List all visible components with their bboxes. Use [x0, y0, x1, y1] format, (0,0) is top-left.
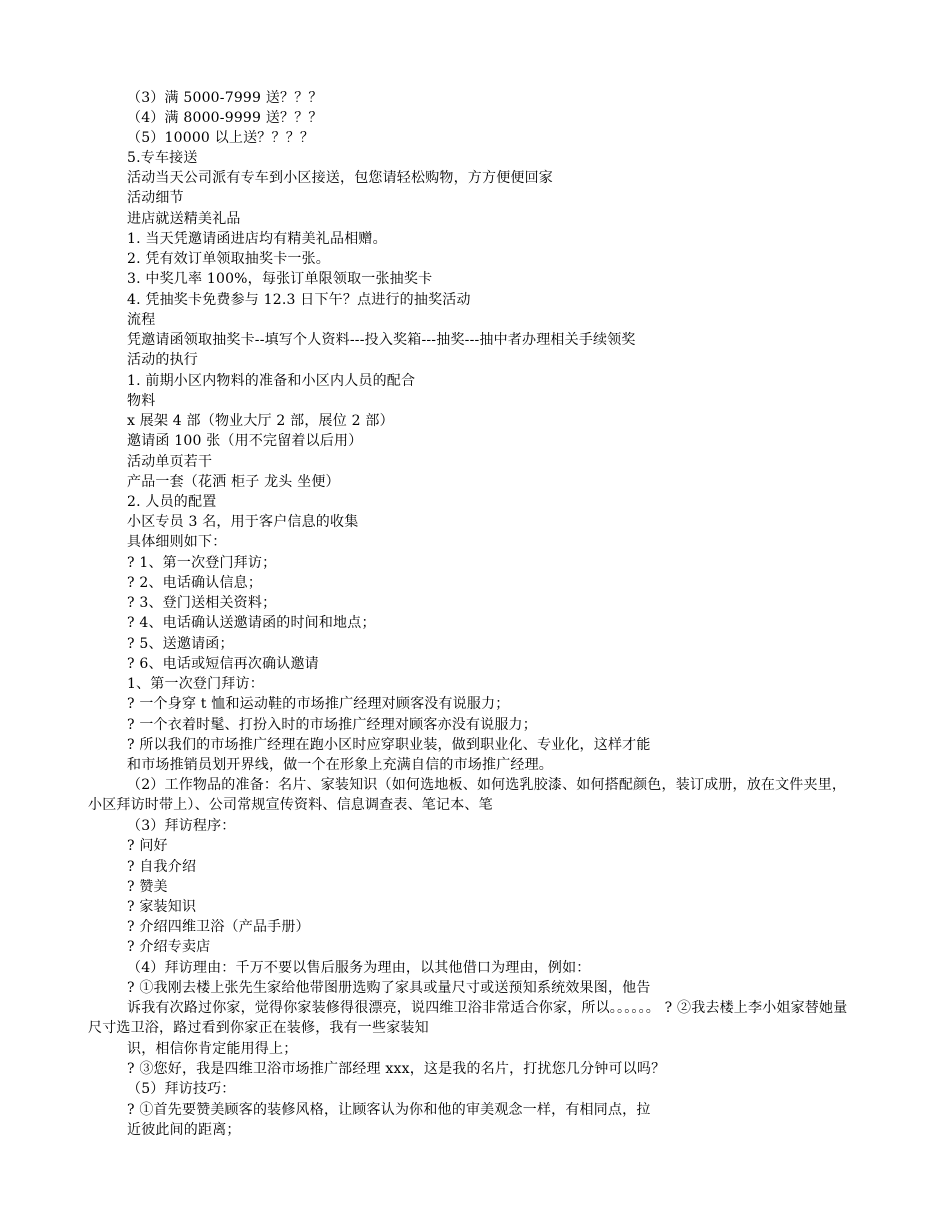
list-item: ? 自我介绍: [127, 859, 197, 875]
list-item: ? 5、送邀请函；: [127, 636, 234, 652]
text-line: 具体细则如下：: [127, 534, 227, 550]
list-item: ? ①我刚去楼上张先生家给他带图册选购了家具或量尺寸或送预知系统效果图，他告: [127, 980, 651, 996]
list-item: ? 3、登门送相关资料；: [127, 595, 277, 611]
text-line: （3）拜访程序：: [127, 818, 236, 834]
text-line: （4）拜访理由：千万不要以售后服务为理由，以其他借口为理由，例如：: [127, 960, 591, 976]
text-line: 3. 中奖几率 100%，每张订单限领取一张抽奖卡: [127, 271, 433, 287]
text-line: 近彼此间的距离；: [127, 1122, 241, 1138]
section-heading: 物料: [127, 393, 156, 409]
list-item: ? 介绍四维卫浴（产品手册）: [127, 919, 310, 935]
text-line: x 展架 4 部（物业大厅 2 部，展位 2 部）: [127, 413, 394, 429]
list-item: ? ①首先要赞美顾客的装修风格，让顾客认为你和他的审美观念一样，有相同点，拉: [127, 1102, 651, 1118]
text-line: （5）10000 以上送？？？？: [127, 130, 315, 146]
section-heading: 活动细节: [127, 190, 184, 206]
text-line: 4. 凭抽奖卡免费参与 12.3 日下午？点进行的抽奖活动: [127, 292, 471, 308]
list-item: ? 1、第一次登门拜访；: [127, 555, 277, 571]
text-line: 产品一套（花洒 柜子 龙头 坐便）: [127, 474, 340, 490]
paragraph: 诉我有次路过你家，觉得你家装修得很漂亮，说四维卫浴非常适合你家，所以。。。。。。 ? ②我去楼上李小姐家替她量尺寸选卫浴，路过看到你家正在装修，我有一些家装知: [88, 1000, 848, 1036]
paragraph: （2）工作物品的准备：名片、家装知识（如何选地板、如何选乳胶漆、如何搭配颜色，装订成册，放在文件夹里，小区拜访时带上）、公司常规宣传资料、信息调查表、笔记本、笔: [88, 777, 847, 813]
list-item: ? 介绍专卖店: [127, 939, 211, 955]
list-item: ? ③您好，我是四维卫浴市场推广部经理 xxx，这是我的名片，打扰您几分钟可以吗？: [127, 1061, 666, 1077]
section-heading: 活动的执行: [127, 352, 198, 368]
list-item: ? 所以我们的市场推广经理在跑小区时应穿职业装，做到职业化、专业化，这样才能: [127, 737, 651, 753]
list-item: ? 6、电话或短信再次确认邀请: [127, 656, 319, 672]
text-line: 1. 前期小区内物料的准备和小区内人员的配合: [127, 373, 416, 389]
text-line: 活动当天公司派有专车到小区接送，包您请轻松购物，方方便便回家: [127, 170, 553, 186]
list-item: ? 一个衣着时髦、打扮入时的市场推广经理对顾客亦没有说服力；: [127, 717, 537, 733]
list-item: ? 赞美: [127, 879, 168, 895]
text-line: 凭邀请函领取抽奖卡--填写个人资料---投入奖箱---抽奖---抽中者办理相关手续领奖: [127, 332, 636, 348]
text-line: 1. 当天凭邀请函进店均有精美礼品相赠。: [127, 231, 387, 247]
list-item: ? 问好: [127, 838, 168, 854]
text-line: （5）拜访技巧：: [127, 1081, 236, 1097]
text-line: 小区专员 3 名，用于客户信息的收集: [127, 514, 359, 530]
list-item: ? 4、电话确认送邀请函的时间和地点；: [127, 615, 376, 631]
text-line: 和市场推销员划开界线，做一个在形象上充满自信的市场推广经理。: [127, 757, 553, 773]
text-line: （3）满 5000-7999 送？？？: [127, 90, 323, 106]
list-item: ? 2、电话确认信息；: [127, 575, 263, 591]
text-line: 1、第一次登门拜访：: [127, 676, 264, 692]
list-item: ? 家装知识: [127, 899, 197, 915]
section-heading: 流程: [127, 312, 156, 328]
text-line: 进店就送精美礼品: [127, 211, 241, 227]
list-item: ? 一个身穿 t 恤和运动鞋的市场推广经理对顾客没有说服力；: [127, 696, 510, 712]
text-line: 活动单页若干: [127, 454, 213, 470]
section-heading: 5.专车接送: [127, 150, 198, 166]
text-line: 识，相信你肯定能用得上；: [127, 1041, 298, 1057]
text-line: 2. 凭有效订单领取抽奖卡一张。: [127, 251, 331, 267]
text-line: （4）满 8000-9999 送？？？: [127, 110, 323, 126]
text-line: 邀请函 100 张（用不完留着以后用）: [127, 433, 363, 449]
text-line: 2. 人员的配置: [127, 494, 217, 510]
